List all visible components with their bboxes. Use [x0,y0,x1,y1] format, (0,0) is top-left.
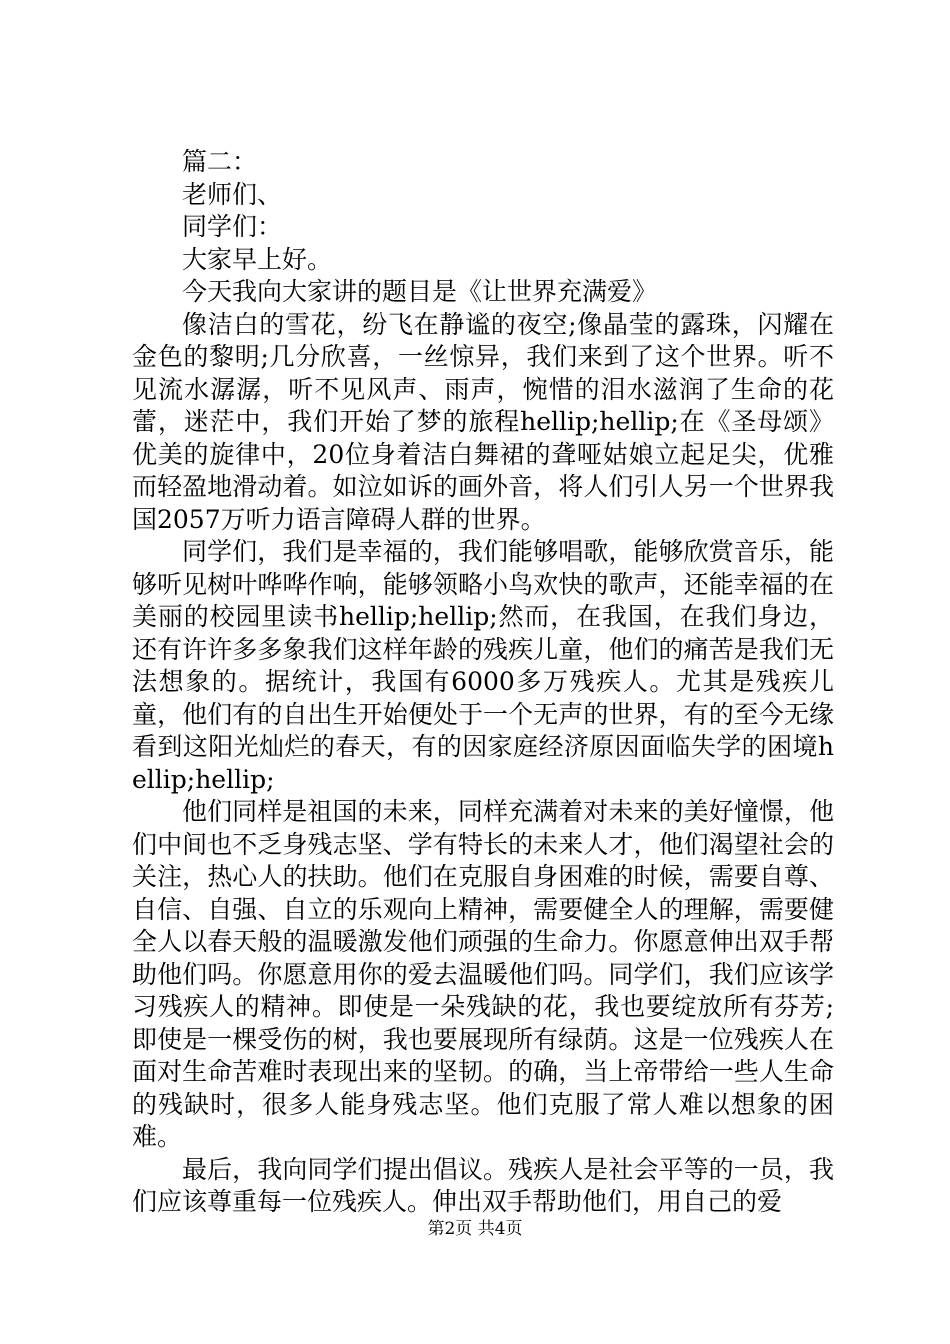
salutation-teachers: 老师们、 [182,179,283,209]
paragraph-3: 他们同样是祖国的未来，同样充满着对未来的美好憧憬，他们中间也不乏身残志坚、学有特长的未来人才，他们渴望社会的关注，热心人的扶助。他们在克服自身困难的时候，需要自尊、自信、自强、自立的乐观向上精神，需要健全人的理解，需要健全人以春天般的温暖激发他们顽强的生命力。你愿意伸出双手帮助他们吗。你愿意用你的爱去温暖他们吗。同学们，我们应该学习残疾人的精神。即使是一朵残缺的花，我也要绽放所有芬芳;即使是一棵受伤的树，我也要展现所有绿荫。这是一位残疾人在面对生命苦难时表现出来的坚韧。的确，当上帝带给一些人生命的残缺时，很多人能身残志坚。他们克服了常人难以想象的困难。 [132,797,834,1151]
salutation-students: 同学们： [182,212,283,241]
speech-title-line: 今天我向大家讲的题目是《让世界充满爱》 [182,277,658,306]
document-body [132,146,834,1219]
paragraph-4: 最后，我向同学们提出倡议。残疾人是社会平等的一员，我们应该尊重每一位残疾人。伸出双手帮助他们，用自己的爱 [132,1154,834,1216]
greeting: 大家早上好。 [182,244,333,274]
paragraph-2: 同学们，我们是幸福的，我们能够唱歌，能够欣赏音乐，能够听见树叶哗哗作响，能够领略小鸟欢快的歌声，还能幸福的在美丽的校园里读书hellip;hellip;然而，在我国，在我们身边，还有许许多多象我们这样年龄的残疾儿童，他们的痛苦是我们无法想象的。据统计，我国有6000多万残疾人。尤其是残疾儿童，他们有的自出生开始便处于一个无声的世界，有的至今无缘看到这阳光灿烂的春天，有的因家庭经济原因面临失学的困境hellip;hellip; [132,537,834,794]
section-heading: 篇二： [182,147,258,176]
paragraph-1: 像洁白的雪花，纷飞在静谧的夜空;像晶莹的露珠，闪耀在金色的黎明;几分欣喜，一丝惊异，我们来到了这个世界。听不见流水潺潺，听不见风声、雨声，惋惜的泪水滋润了生命的花蕾，迷茫中，我们开始了梦的旅程hellip;hellip;在《圣母颂》优美的旋律中，20位身着洁白舞裙的聋哑姑娘立起足尖，优雅而轻盈地滑动着。如泣如诉的画外音，将人们引人另一个世界我国2057万听力语言障碍人群的世界。 [132,309,834,534]
page-number-footer: 第2页 共4页 [427,1219,523,1239]
